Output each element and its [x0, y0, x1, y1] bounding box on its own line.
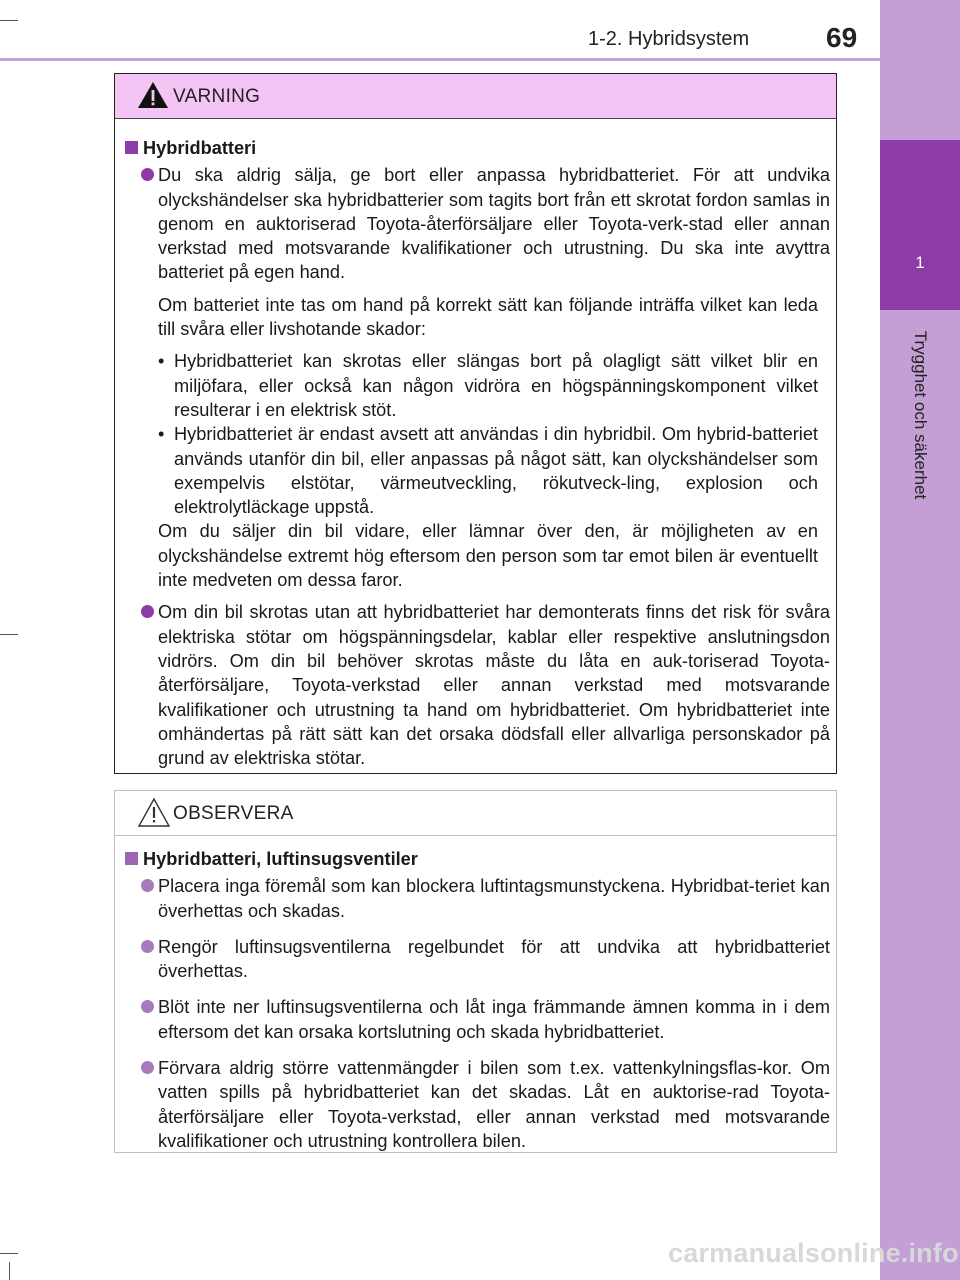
- notice-bullet: [125, 1056, 830, 1153]
- notice-bullet: [125, 935, 830, 984]
- warning-bullet: [125, 163, 830, 284]
- warning-paragraph: Om batteriet inte tas om hand på korrekt sätt kan följande inträffa vilket kan leda till svåra eller livshotande skador:: [158, 294, 818, 340]
- warning-body: [125, 136, 830, 778]
- round-bullet-icon: [141, 1061, 154, 1074]
- sub-list-item: • Hybridbatteriet kan skrotas eller slängas bort på olagligt sätt vilket blir en miljöfara, eller också kan någon vidröra en högspänningskomponent vilket resulterar i en elektrisk stöt.: [158, 349, 818, 422]
- caution-triangle-icon: [137, 797, 171, 829]
- chapter-title: Trygghet och säkerhet: [911, 330, 930, 500]
- page-number: 69: [826, 22, 858, 53]
- notice-bullet-text: Förvara aldrig större vattenmängder i bilen som t.ex. vattenkylningsflas-kor. Om vatten spills på hybridbatteriet kan det skadas. Låt en auktorise-rad Toyota-återförsäljare eller Toyota-verkstad, eller annan verkstad med motsvarande kvalifikationer och utrustning kontrollera bilen.: [158, 1058, 830, 1151]
- round-bullet-icon: [141, 605, 154, 618]
- warning-box: [114, 73, 837, 774]
- round-bullet-icon: [141, 940, 154, 953]
- notice-heading: [125, 847, 830, 871]
- warning-bullet-text: Om din bil skrotas utan att hybridbatteriet har demonterats finns det risk för svåra elektriska stötar om högspänningsdelar, kablar eller respektive anslutningsdon vidrörs. Om din bil behöver skrotas måste du låta en auk-toriserad Toyota-återförsäljare, Toyota-verkstad eller annan verkstad med motsvarande kvalifikationer och utrustning ta hand om hybridbatteriet. Om hybridbatteriet inte omhändertas på rätt sätt kan det orsaka dödsfall eller allvarliga personskador på grund av elektriska stötar.: [158, 602, 830, 769]
- header-rule: [0, 58, 880, 61]
- round-bullet-icon: [141, 879, 154, 892]
- warning-sub-list: [125, 349, 830, 519]
- notice-box: [114, 790, 837, 1153]
- warning-triangle-icon: [137, 80, 169, 110]
- notice-label: OBSERVERA: [173, 803, 294, 824]
- warning-label: VARNING: [173, 86, 261, 107]
- crop-mark: [0, 20, 18, 21]
- round-bullet-icon: [141, 1000, 154, 1013]
- notice-bullet-text: Placera inga föremål som kan blockera luftintagsmunstyckena. Hybridbat-teriet kan överhettas och skadas.: [158, 876, 830, 921]
- square-bullet-icon: [125, 141, 138, 154]
- crop-mark: [0, 1253, 18, 1254]
- sub-list-item: • Hybridbatteriet är endast avsett att användas i din hybridbil. Om hybrid-batteriet används utanför din bil, eller anpassas på något sätt, kan olyckshändelser som exempelvis elstötar, värmeutveckling, rökutveck-ling, explosion och elektrolytläckage uppstå.: [158, 422, 818, 519]
- square-bullet-icon: [125, 852, 138, 865]
- notice-body: [125, 847, 830, 1165]
- chapter-number-tab: 1: [880, 140, 960, 310]
- warning-bullet: [125, 600, 830, 770]
- notice-bullet: [125, 995, 830, 1044]
- section-title: 1-2. Hybridsystem: [588, 28, 750, 50]
- watermark: carmanualsonline.info: [668, 1238, 959, 1268]
- warning-header: [115, 74, 836, 119]
- warning-paragraph: Om du säljer din bil vidare, eller lämnar över den, är möjligheten av en olyckshändelse extremt hög eftersom den person som tar emot bilen är eventuellt inte medveten om dessa faror.: [158, 521, 818, 591]
- notice-heading-text: Hybridbatteri, luftinsugsventiler: [143, 849, 418, 869]
- warning-heading-text: Hybridbatteri: [143, 138, 257, 158]
- notice-bullet: [125, 874, 830, 923]
- crop-mark: [9, 1262, 10, 1280]
- warning-heading: [125, 136, 830, 160]
- round-bullet-icon: [141, 168, 154, 181]
- crop-mark: [0, 634, 18, 635]
- notice-bullet-text: Rengör luftinsugsventilerna regelbundet för att undvika att hybridbatteriet överhettas.: [158, 936, 830, 982]
- notice-bullet-text: Blöt inte ner luftinsugsventilerna och låt inga främmande ämnen komma in i dem eftersom det kan orsaka kortslutning och skada hybridbatteriet.: [158, 997, 830, 1042]
- notice-header: [115, 791, 836, 836]
- warning-bullet-text: Du ska aldrig sälja, ge bort eller anpassa hybridbatteriet. För att undvika olyckshändelser ska hybridbatterier som tagits bort från ett skrotat fordon samlas in genom en auktoriserad Toyota-återförsäljare eller Toyota-verk-stad eller annan verkstad med motsvarande kvalifikationer och utrustning. Du ska inte avyttra batteriet på egen hand.: [158, 165, 830, 283]
